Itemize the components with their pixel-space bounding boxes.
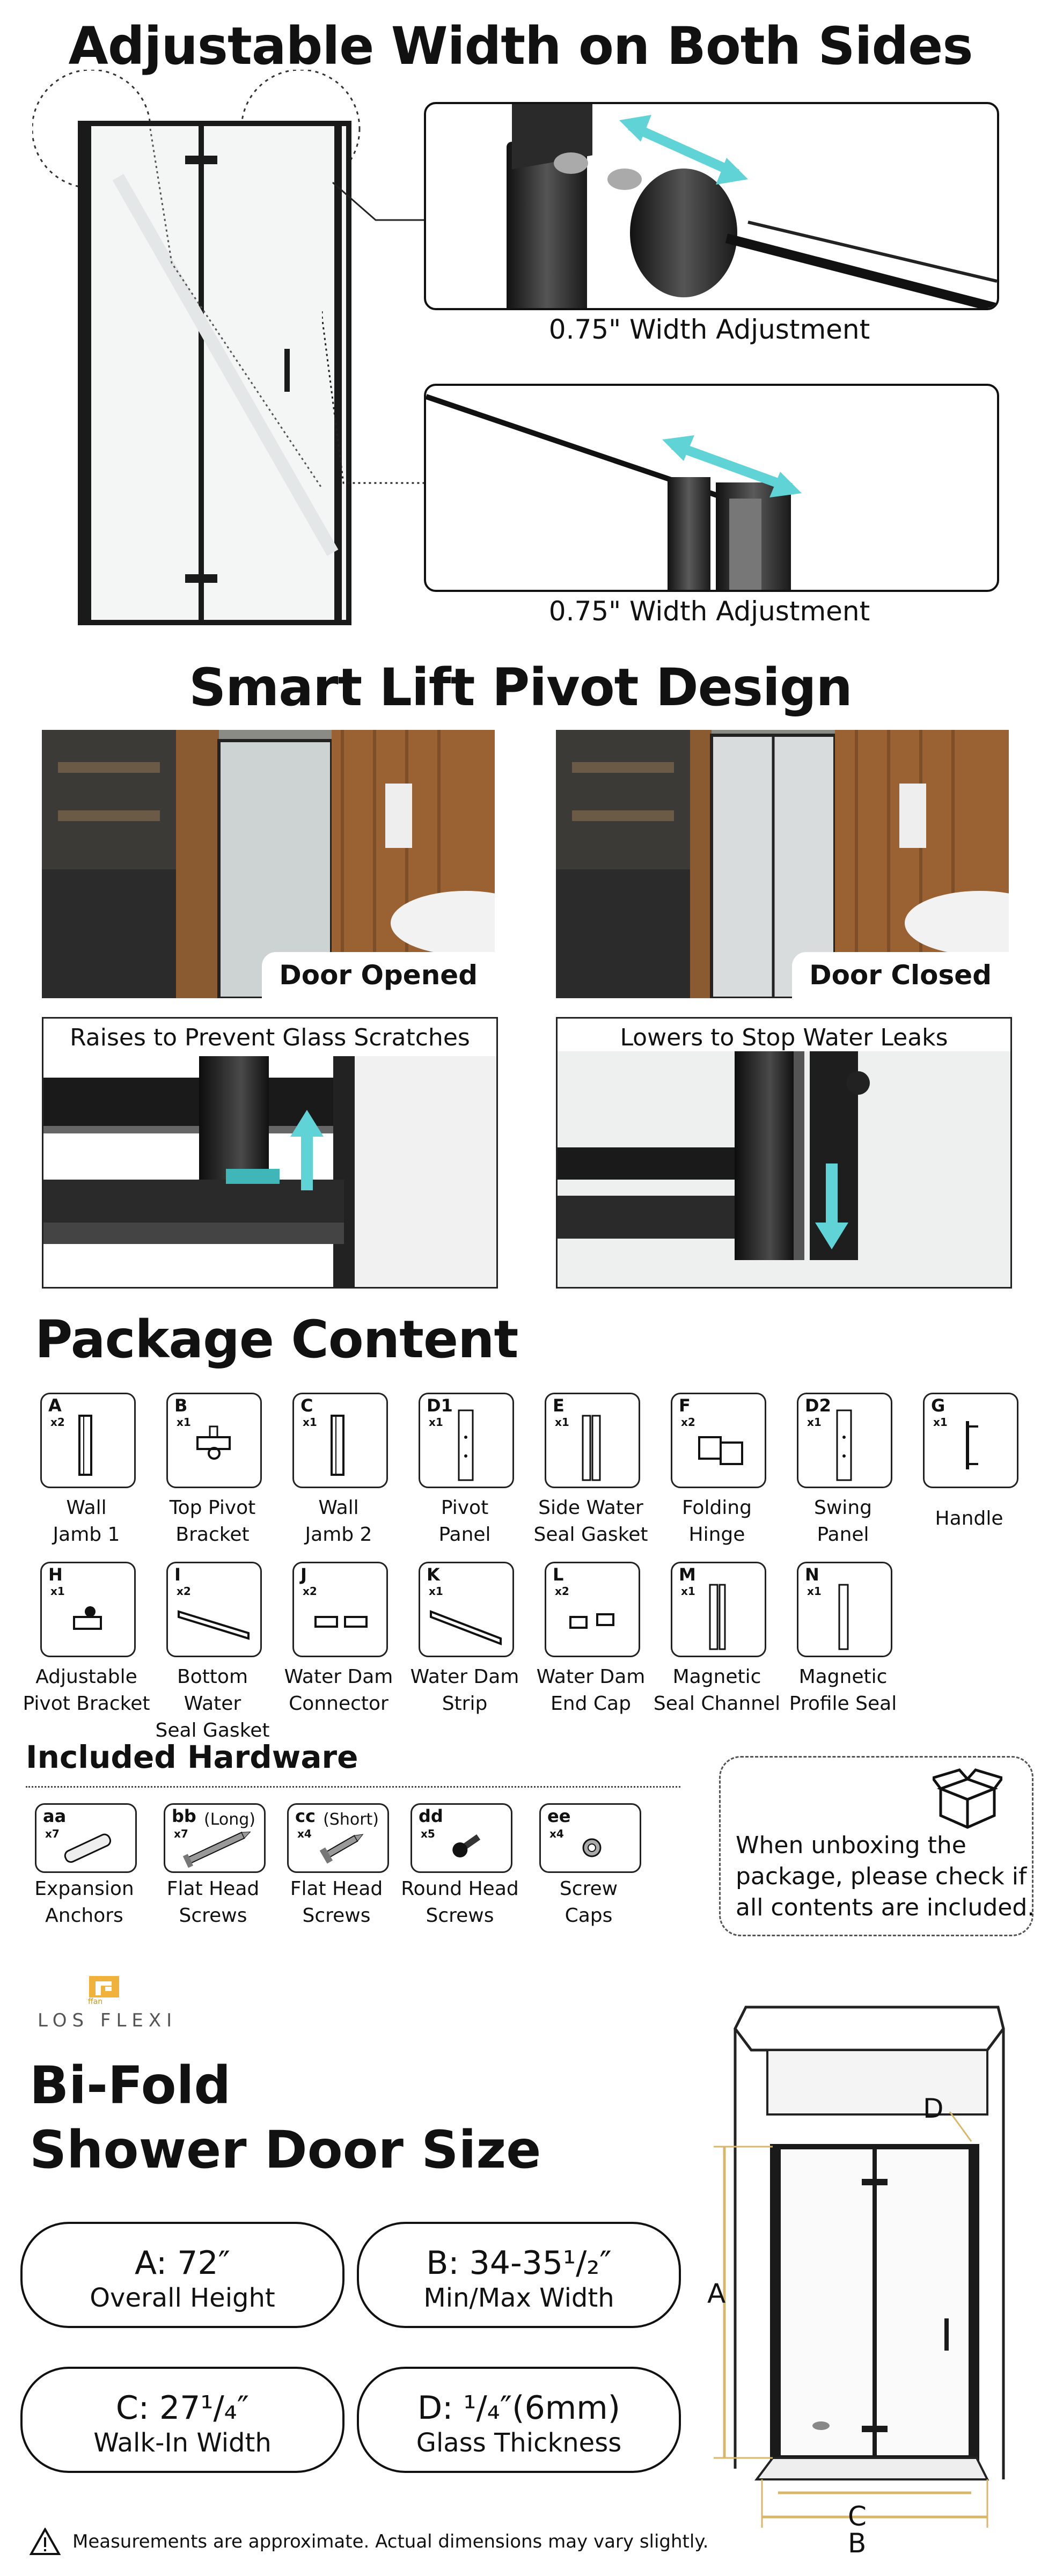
part-code: I	[174, 1564, 181, 1585]
part-card-f	[671, 1393, 766, 1488]
part-label-d1: Pivot Panel	[438, 1497, 491, 1546]
hardware-code: ee	[547, 1806, 571, 1826]
part-card-m	[671, 1562, 766, 1657]
part-quantity: x2	[303, 1585, 317, 1598]
notice-line-1: When unboxing the	[736, 1832, 966, 1859]
hardware-label-bb: Flat Head Screws	[166, 1878, 260, 1927]
spec-walk-in-width: C: 27¹/₄″ Walk-In Width	[20, 2367, 344, 2473]
dimension-label-c: C	[848, 2501, 867, 2532]
round-screw-icon	[412, 1805, 511, 1871]
pivot-lower-detail	[556, 1017, 1012, 1289]
part-card-h	[40, 1562, 136, 1657]
callout-connectors	[322, 161, 429, 494]
spec-min-max-width: B: 34-35¹/₂″ Min/Max Width	[357, 2222, 681, 2328]
part-quantity: x1	[933, 1416, 948, 1429]
part-code: J	[300, 1564, 307, 1585]
part-label-i: Bottom Water Seal Gasket	[155, 1666, 270, 1741]
part-card-g	[923, 1393, 1018, 1488]
hardware-note: (Long)	[203, 1810, 255, 1829]
magnetic-profile-icon	[798, 1563, 891, 1656]
part-quantity: x1	[681, 1585, 695, 1598]
hardware-quantity: x7	[174, 1827, 188, 1840]
part-quantity: x1	[177, 1416, 191, 1429]
unboxing-notice	[719, 1756, 1033, 1936]
size-title-line-2: Shower Door Size	[30, 2120, 541, 2180]
width-adjust-caption-bottom: 0.75" Width Adjustment	[548, 596, 870, 627]
part-quantity: x2	[681, 1416, 695, 1429]
hardware-code: aa	[43, 1806, 67, 1826]
part-code: E	[553, 1395, 565, 1416]
short-screw-icon	[289, 1805, 387, 1871]
part-code: A	[48, 1395, 62, 1416]
raise-caption: Raises to Prevent Glass Scratches	[43, 1024, 496, 1051]
part-label-m: Magnetic Seal Channel	[653, 1666, 781, 1715]
part-label-k: Water Dam Strip	[410, 1666, 519, 1715]
spec-overall-height: A: 72″ Overall Height	[20, 2222, 344, 2328]
part-label-j: Water Dam Connector	[284, 1666, 393, 1715]
hardware-card-bb	[164, 1803, 266, 1873]
part-quantity: x1	[555, 1416, 569, 1429]
dimension-label-b: B	[848, 2528, 867, 2559]
part-card-b	[166, 1393, 262, 1488]
part-code: L	[553, 1564, 564, 1585]
brand-name: LOS FLEXI	[38, 2010, 178, 2031]
screw-cap-icon	[541, 1805, 640, 1871]
brand-logo-text: ffan	[88, 1997, 103, 2006]
lower-caption: Lowers to Stop Water Leaks	[558, 1024, 1010, 1051]
part-quantity: x1	[807, 1416, 822, 1429]
width-adjust-caption-top: 0.75" Width Adjustment	[548, 314, 870, 345]
shower-dimension-diagram	[698, 1996, 1030, 2533]
part-quantity: x2	[177, 1585, 191, 1598]
hardware-quantity: x7	[45, 1827, 60, 1840]
top-pivot-bracket-icon	[168, 1394, 260, 1487]
anchor-icon	[36, 1805, 135, 1871]
notice-line-2: package, please check if	[736, 1863, 1027, 1890]
panel-icon	[420, 1394, 512, 1487]
hardware-label-aa: Expansion Anchors	[34, 1878, 134, 1927]
panel-icon	[798, 1394, 891, 1487]
part-code: D2	[805, 1395, 831, 1416]
hardware-quantity: x4	[297, 1827, 312, 1840]
magnetic-channel-icon	[672, 1563, 765, 1656]
part-card-l	[545, 1562, 640, 1657]
part-quantity: x1	[429, 1416, 443, 1429]
hardware-quantity: x5	[421, 1827, 435, 1840]
part-card-n	[797, 1562, 892, 1657]
part-card-d2	[797, 1393, 892, 1488]
part-quantity: x2	[50, 1416, 65, 1429]
part-card-k	[419, 1562, 514, 1657]
part-card-i	[166, 1562, 262, 1657]
part-label-g: Handle	[935, 1507, 1003, 1529]
included-hardware-title: Included Hardware	[26, 1739, 358, 1775]
smart-lift-title: Smart Lift Pivot Design	[189, 657, 852, 718]
end-cap-icon	[546, 1563, 639, 1656]
hardware-label-cc: Flat Head Screws	[290, 1878, 383, 1927]
hardware-code: bb	[172, 1806, 196, 1826]
adjustable-width-title: Adjustable Width on Both Sides	[68, 16, 973, 76]
brand-logo	[86, 1975, 129, 2007]
part-quantity: x1	[807, 1585, 822, 1598]
long-screw-icon	[165, 1805, 264, 1871]
width-adjust-detail-bottom	[424, 384, 999, 592]
handle-icon	[925, 1394, 1017, 1487]
width-adjust-detail-top	[424, 102, 999, 310]
part-label-d2: Swing Panel	[814, 1497, 872, 1546]
part-quantity: x1	[50, 1585, 65, 1598]
part-label-n: Magnetic Profile Seal	[789, 1666, 897, 1715]
pivot-raise-detail	[42, 1017, 498, 1289]
part-card-e	[545, 1393, 640, 1488]
dimension-label-a: A	[707, 2278, 726, 2309]
part-code: F	[679, 1395, 691, 1416]
part-quantity: x2	[555, 1585, 569, 1598]
wall-jamb-icon	[42, 1394, 134, 1487]
dimension-label-d: D	[923, 2093, 944, 2124]
hinge-icon	[672, 1394, 765, 1487]
hardware-code: cc	[295, 1806, 316, 1826]
hardware-card-aa	[35, 1803, 137, 1873]
notice-line-3: all contents are included.	[736, 1894, 1035, 1921]
warning-icon	[30, 2528, 61, 2556]
part-code: C	[300, 1395, 313, 1416]
hardware-card-cc	[287, 1803, 389, 1873]
strip-icon	[420, 1563, 512, 1656]
seal-strip-icon	[168, 1563, 260, 1656]
part-code: B	[174, 1395, 188, 1416]
hardware-label-ee: Screw Caps	[559, 1878, 618, 1927]
hardware-card-dd	[410, 1803, 512, 1873]
part-quantity: x1	[429, 1585, 443, 1598]
part-label-b: Top Pivot Bracket	[169, 1497, 256, 1546]
hardware-quantity: x4	[549, 1827, 564, 1840]
package-content-title: Package Content	[35, 1309, 518, 1370]
part-label-e: Side Water Seal Gasket	[533, 1497, 648, 1546]
bathroom-photo-door-closed	[556, 730, 1009, 998]
part-label-c: Wall Jamb 2	[305, 1497, 372, 1546]
part-code: D1	[427, 1395, 453, 1416]
part-code: N	[805, 1564, 819, 1585]
hardware-card-ee	[539, 1803, 641, 1873]
gasket-icon	[546, 1394, 639, 1487]
pivot-bracket-icon	[42, 1563, 134, 1656]
part-code: G	[931, 1395, 945, 1416]
open-box-icon	[933, 1767, 1002, 1832]
part-label-f: Folding Hinge	[682, 1497, 752, 1546]
hardware-code: dd	[419, 1806, 443, 1826]
wall-jamb-icon	[294, 1394, 386, 1487]
dimension-b-line	[762, 2479, 987, 2528]
part-card-a	[40, 1393, 136, 1488]
part-code: H	[48, 1564, 63, 1585]
part-label-a: Wall Jamb 1	[53, 1497, 120, 1546]
part-code: K	[427, 1564, 440, 1585]
size-title-line-1: Bi-Fold	[30, 2055, 231, 2116]
door-closed-badge: Door Closed	[792, 952, 1009, 998]
measurement-disclaimer: Measurements are approximate. Actual dimensions may vary slightly.	[72, 2531, 709, 2552]
hardware-label-dd: Round Head Screws	[401, 1878, 519, 1927]
part-code: M	[679, 1564, 696, 1585]
part-card-j	[292, 1562, 388, 1657]
hardware-divider	[26, 1786, 680, 1788]
part-card-c	[292, 1393, 388, 1488]
part-label-l: Water Dam End Cap	[536, 1666, 646, 1715]
hardware-note: (Short)	[323, 1810, 379, 1829]
door-opened-badge: Door Opened	[262, 952, 495, 998]
bathroom-photo-door-opened	[42, 730, 495, 998]
part-label-h: Adjustable Pivot Bracket	[23, 1666, 150, 1715]
spec-glass-thickness: D: ¹/₄″(6mm) Glass Thickness	[357, 2367, 681, 2473]
part-card-d1	[419, 1393, 514, 1488]
part-quantity: x1	[303, 1416, 317, 1429]
connector-icon	[294, 1563, 386, 1656]
